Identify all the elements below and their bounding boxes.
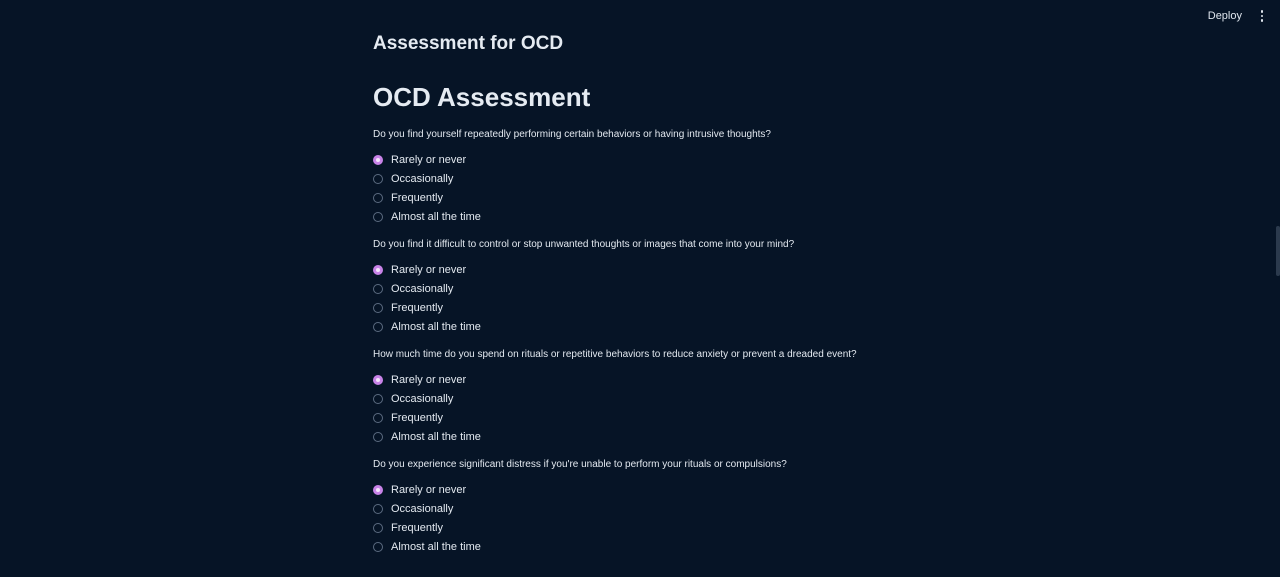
- question-2: [373, 238, 933, 337]
- radio-option-frequently[interactable]: [373, 408, 933, 427]
- radio-option-rarely[interactable]: [373, 260, 933, 279]
- option-label: Almost all the time: [391, 431, 481, 444]
- option-label: Frequently: [391, 301, 443, 314]
- radio-button-icon[interactable]: [373, 174, 383, 184]
- radio-option-almost-always[interactable]: [373, 318, 933, 337]
- radio-option-frequently[interactable]: [373, 188, 933, 207]
- option-label: Frequently: [391, 191, 443, 204]
- radio-option-occasionally[interactable]: [373, 499, 933, 518]
- radio-group: [373, 480, 933, 557]
- radio-option-occasionally[interactable]: [373, 279, 933, 298]
- radio-group: [373, 260, 933, 337]
- radio-button-icon[interactable]: [373, 504, 383, 514]
- radio-button-icon[interactable]: [373, 284, 383, 294]
- radio-button-icon[interactable]: [373, 432, 383, 442]
- option-label: Occasionally: [391, 392, 454, 405]
- radio-button-icon[interactable]: [373, 322, 383, 332]
- radio-button-icon[interactable]: [373, 542, 383, 552]
- radio-option-frequently[interactable]: [373, 298, 933, 317]
- option-label: Rarely or never: [391, 153, 467, 166]
- radio-option-frequently[interactable]: [373, 518, 933, 537]
- radio-option-occasionally[interactable]: [373, 169, 933, 188]
- question-label: Do you find yourself repeatedly performing certain behaviors or having intrusive thoughts?: [373, 129, 771, 140]
- menu-dot: [1261, 15, 1264, 18]
- option-label: Almost all the time: [391, 211, 481, 224]
- kebab-menu-icon[interactable]: [1256, 8, 1268, 24]
- option-label: Frequently: [391, 521, 443, 534]
- radio-button-icon[interactable]: [373, 212, 383, 222]
- top-toolbar: [0, 0, 1280, 34]
- radio-option-rarely[interactable]: [373, 150, 933, 169]
- question-label: Do you experience significant distress if you're unable to perform your rituals or compulsions?: [373, 459, 787, 470]
- radio-option-almost-always[interactable]: [373, 538, 933, 557]
- radio-group: [373, 370, 933, 447]
- radio-option-occasionally[interactable]: [373, 389, 933, 408]
- question-4: [373, 458, 933, 557]
- option-label: Occasionally: [391, 172, 454, 185]
- option-label: Rarely or never: [391, 483, 467, 496]
- deploy-button[interactable]: Deploy: [1207, 10, 1242, 22]
- radio-button-icon[interactable]: [373, 523, 383, 533]
- menu-dot: [1261, 10, 1264, 13]
- radio-button-icon[interactable]: [373, 193, 383, 203]
- option-label: Occasionally: [391, 502, 454, 515]
- radio-button-icon[interactable]: [373, 394, 383, 404]
- scrollbar-thumb[interactable]: [1276, 226, 1280, 276]
- option-label: Almost all the time: [391, 541, 481, 554]
- radio-option-almost-always[interactable]: [373, 428, 933, 447]
- radio-group: [373, 150, 933, 227]
- question-3: [373, 348, 933, 447]
- radio-option-rarely[interactable]: [373, 370, 933, 389]
- option-label: Rarely or never: [391, 373, 467, 386]
- radio-option-almost-always[interactable]: [373, 208, 933, 227]
- radio-button-icon[interactable]: [373, 485, 383, 495]
- radio-button-icon[interactable]: [373, 303, 383, 313]
- radio-button-icon[interactable]: [373, 155, 383, 165]
- option-label: Almost all the time: [391, 321, 481, 334]
- question-label: Do you find it difficult to control or stop unwanted thoughts or images that come into your mind?: [373, 239, 795, 250]
- app-title: Assessment for OCD: [373, 33, 564, 54]
- question-label: How much time do you spend on rituals or repetitive behaviors to reduce anxiety or prevent a dreaded event?: [373, 349, 857, 360]
- option-label: Frequently: [391, 411, 443, 424]
- option-label: Rarely or never: [391, 263, 467, 276]
- radio-button-icon[interactable]: [373, 413, 383, 423]
- radio-button-icon[interactable]: [373, 375, 383, 385]
- radio-button-icon[interactable]: [373, 265, 383, 275]
- option-label: Occasionally: [391, 282, 454, 295]
- menu-dot: [1261, 19, 1264, 22]
- radio-option-rarely[interactable]: [373, 480, 933, 499]
- page-title: OCD Assessment: [373, 82, 591, 112]
- question-1: [373, 128, 933, 227]
